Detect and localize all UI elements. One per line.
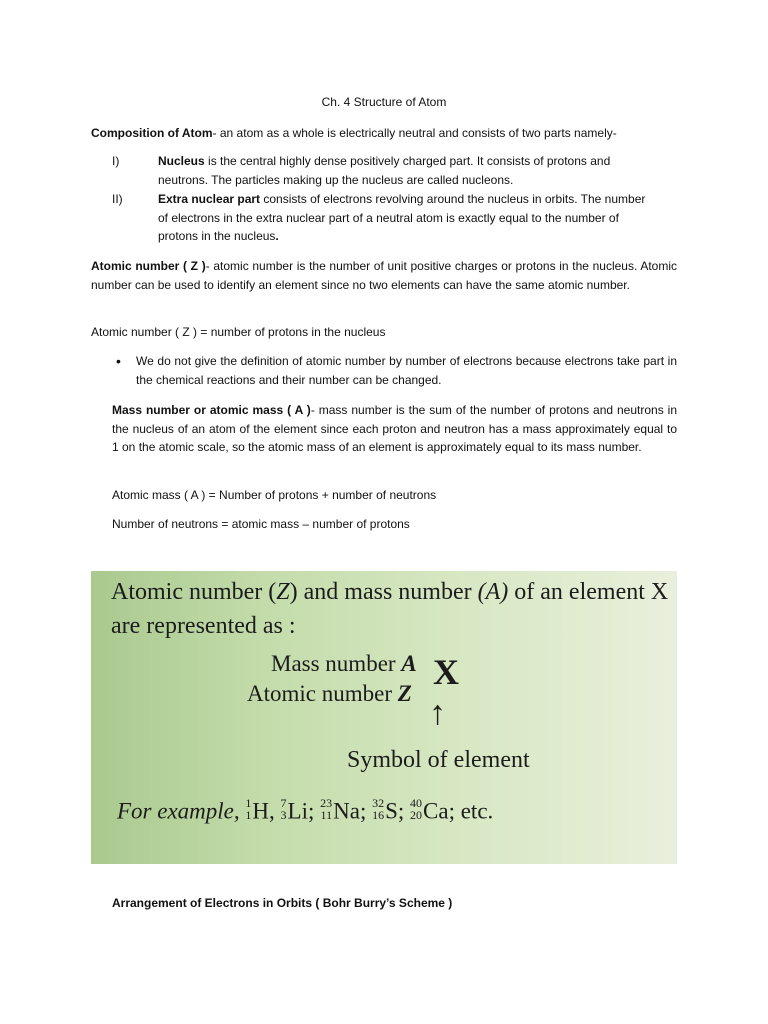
isotope-h [245, 796, 275, 825]
isotope-li-symbol: Li [287, 798, 308, 824]
photo-example-label: For example, [117, 798, 240, 824]
document-title: Ch. 4 Structure of Atom [321, 95, 447, 109]
photo-symbol-x: X [433, 652, 459, 692]
photo-atomic-label: Atomic number [247, 681, 398, 706]
extra-nuclear-term: Extra nuclear part [158, 192, 261, 206]
composition-text: - an atom as a whole is electrically neutral and consists of two parts namely- [212, 126, 617, 140]
nucleus-text-line2: neutrons. The particles making up the nucleus are called nucleons. [158, 172, 514, 187]
isotope-s-z: 16 [372, 808, 385, 822]
photo-line1-z: Z [276, 579, 290, 605]
atomic-number-text: - atomic number is the number of unit positive charges or protons in the nucleus. Atomic number can be used to identify an element since no two elements can have the same atomic number. [91, 259, 677, 292]
extra-nuclear-text-line2: of electrons in the extra nuclear part of a neutral atom is exactly equal to the number of [158, 210, 619, 225]
composition-heading: Composition of Atom [91, 126, 213, 140]
isotope-na-sep: ; [359, 798, 367, 824]
photo-mass-symbol: A [401, 651, 417, 676]
isotope-na-mass: 23 [320, 796, 333, 810]
mass-number-text: - mass number is the sum of the number of protons and neutrons in the nucleus of an atom of the element since each proton and neutron has a mass approximately equal to 1 on the atomic scale, so the atomic mass of an element is approximately equal to its mass number. [112, 403, 677, 455]
list-item-nucleus [158, 152, 678, 189]
extra-nuclear-text-line3: protons in the nucleus [158, 229, 276, 244]
list-marker-2: II) [112, 192, 123, 206]
atomic-number-heading: Atomic number ( Z ) [91, 259, 206, 273]
isotope-ca-mass: 40 [410, 796, 423, 810]
isotope-h-symbol: H [252, 798, 270, 824]
list-marker-1: I) [112, 154, 120, 168]
photo-atomic-number [247, 681, 412, 706]
isotope-na [320, 796, 367, 825]
photo-line1-b: ) and mass number [289, 579, 478, 605]
isotope-s-mass: 32 [372, 796, 385, 810]
extra-nuclear-period: . [275, 229, 279, 244]
photo-mass-label: Mass number [271, 651, 402, 676]
isotope-h-mass: 1 [245, 796, 252, 810]
mass-number-heading: Mass number or atomic mass ( A ) [112, 403, 311, 417]
photo-examples [117, 796, 494, 825]
photo-atomic-symbol: Z [397, 681, 412, 706]
atomic-number-formula: Atomic number ( Z ) = number of protons in the nucleus [91, 325, 386, 339]
atomic-mass-formula: Atomic mass ( A ) = Number of protons + number of neutrons [112, 488, 437, 502]
isotope-h-z: 1 [245, 808, 252, 822]
photo-mass-number [271, 651, 417, 676]
nucleus-text-line1: is the central highly dense positively charged part. It consists of protons and [204, 154, 611, 168]
isotope-s [372, 796, 405, 825]
arrangement-heading: Arrangement of Electrons in Orbits ( Bohr Burry’s Scheme ) [112, 896, 453, 910]
isotope-s-sep: ; [397, 798, 405, 824]
isotope-ca-sep: ; etc. [448, 798, 494, 824]
photo-arrow: ↑ [429, 695, 446, 732]
photo-line1 [111, 579, 669, 605]
isotope-ca-symbol: Ca [423, 798, 449, 824]
nucleus-term: Nucleus [158, 154, 205, 168]
photo-line1-c: of an element X [508, 579, 669, 605]
photo-line2: are represented as : [111, 613, 296, 639]
isotope-li-sep: ; [307, 798, 315, 824]
list-item-extra-nuclear [158, 190, 678, 246]
isotope-li [280, 796, 315, 825]
isotope-s-symbol: S [385, 798, 398, 824]
isotope-na-z: 11 [320, 808, 333, 822]
isotope-ca [410, 796, 494, 825]
mass-number-paragraph [112, 401, 677, 457]
isotope-na-symbol: Na [333, 798, 360, 824]
isotope-li-z: 3 [280, 808, 287, 822]
isotope-h-sep: , [269, 798, 275, 824]
bullet-dot: • [116, 353, 121, 369]
composition-paragraph [91, 124, 691, 143]
atomic-number-paragraph [91, 257, 677, 294]
isotope-ca-z: 20 [410, 808, 423, 822]
extra-nuclear-text-line1: consists of electrons revolving around the nucleus in orbits. The number [260, 192, 646, 206]
isotope-li-mass: 7 [280, 796, 287, 810]
bullet-text: We do not give the definition of atomic number by number of electrons because electrons take part in the chemical reactions and their number can be changed. [136, 354, 677, 387]
photo-line1-a: Atomic number ( [111, 579, 277, 605]
photo-line1-A: (A) [477, 579, 509, 605]
textbook-photo [91, 571, 677, 864]
neutron-formula: Number of neutrons = atomic mass – number of protons [112, 517, 410, 531]
photo-symbol-caption: Symbol of element [347, 747, 530, 773]
